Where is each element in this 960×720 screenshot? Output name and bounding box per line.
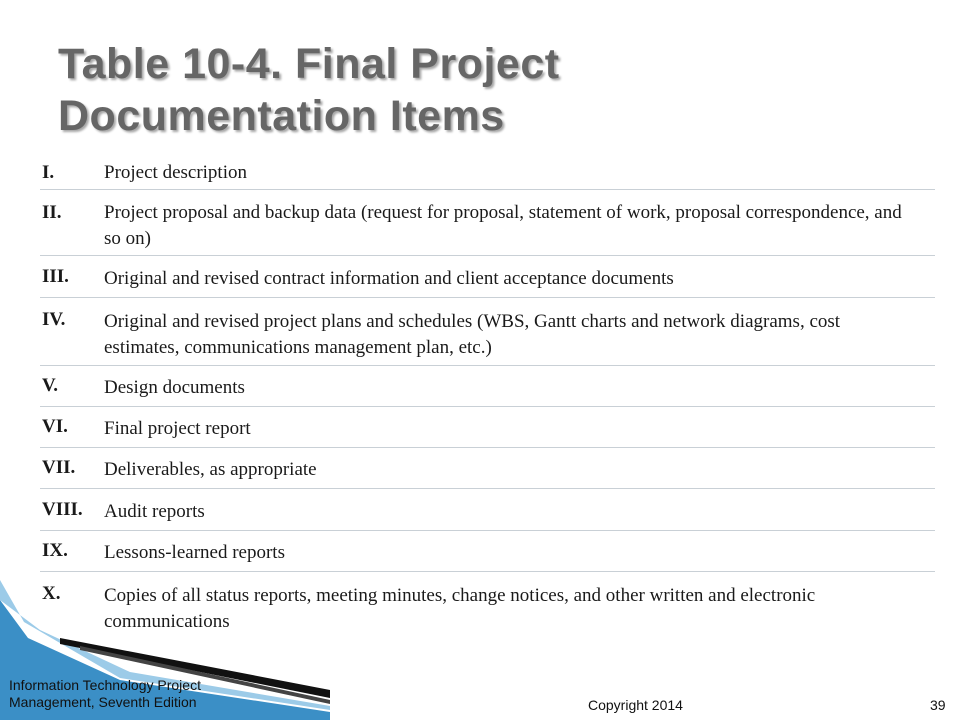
row-text: Final project report bbox=[104, 418, 251, 439]
footer-source bbox=[9, 677, 201, 711]
row-text: Lessons-learned reports bbox=[104, 542, 285, 563]
footer-copyright: Copyright 2014 bbox=[588, 697, 683, 713]
row-number: I. bbox=[42, 162, 55, 183]
row-text: Project description bbox=[104, 162, 247, 183]
row-text: Copies of all status reports, meeting minutes, change notices, and other written and electronic communications bbox=[104, 585, 816, 632]
table-row bbox=[40, 407, 935, 448]
row-number: VIII. bbox=[42, 499, 83, 520]
table-row bbox=[40, 489, 935, 531]
row-text: Audit reports bbox=[104, 501, 205, 522]
slide-title bbox=[58, 38, 938, 142]
title-line-2: Documentation Items bbox=[58, 92, 505, 140]
table-row bbox=[40, 448, 935, 489]
row-text: Project proposal and backup data (request for proposal, statement of work, proposal correspondence, and so on) bbox=[104, 202, 902, 249]
table-row bbox=[40, 190, 935, 256]
row-number: X. bbox=[42, 583, 61, 604]
table-row bbox=[40, 256, 935, 298]
row-number: II. bbox=[42, 202, 62, 223]
row-number: VII. bbox=[42, 457, 76, 478]
row-number: IX. bbox=[42, 540, 68, 561]
row-text: Original and revised contract information and client acceptance documents bbox=[104, 268, 674, 289]
table-row bbox=[40, 152, 935, 190]
page-number: 39 bbox=[930, 697, 946, 713]
title-line-1: Table 10-4. Final Project bbox=[58, 40, 560, 88]
table-row bbox=[40, 366, 935, 407]
footer-source-line-2: Management, Seventh Edition bbox=[9, 694, 197, 710]
row-number: V. bbox=[42, 375, 59, 396]
row-number: III. bbox=[42, 266, 69, 287]
table-row bbox=[40, 298, 935, 366]
row-number: VI. bbox=[42, 416, 68, 437]
row-text: Original and revised project plans and schedules (WBS, Gantt charts and network diagrams, cost estimates, communications management plan, etc.) bbox=[104, 311, 841, 358]
row-text: Design documents bbox=[104, 377, 245, 398]
row-number: IV. bbox=[42, 309, 66, 330]
row-text: Deliverables, as appropriate bbox=[104, 459, 317, 480]
footer-source-line-1: Information Technology Project bbox=[9, 677, 201, 693]
